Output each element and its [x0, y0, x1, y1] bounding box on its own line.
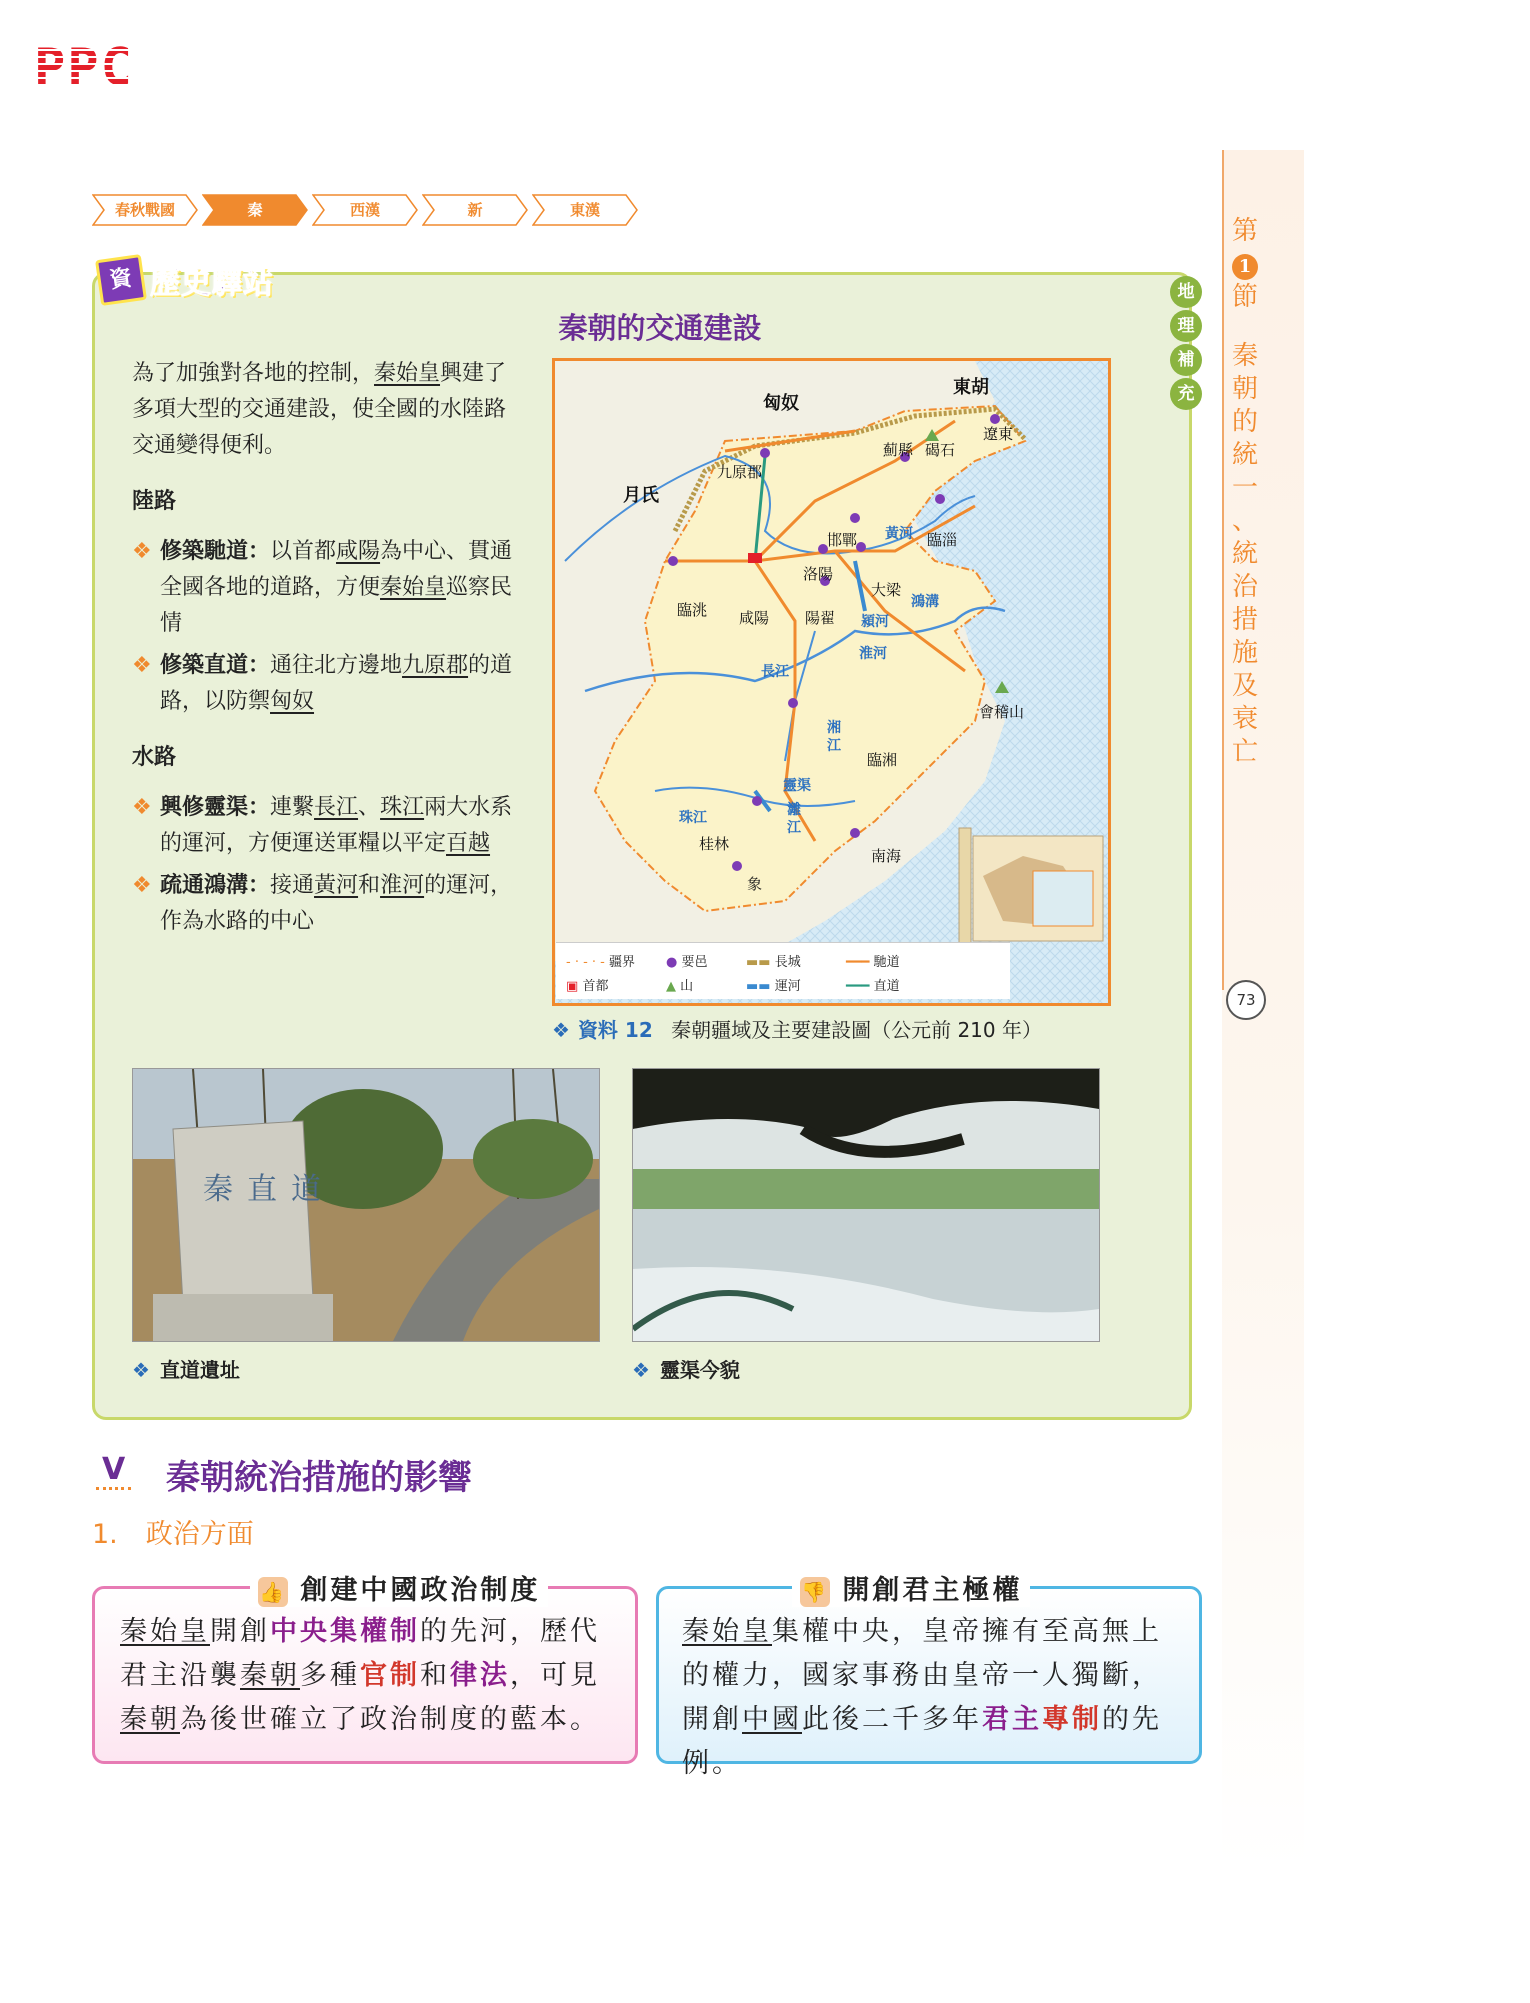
legend-item: ▣ 首都 [566, 979, 609, 994]
card-text-segment: 的先例。 [682, 1704, 1162, 1779]
chapter-title-char: 亡 [1231, 737, 1258, 767]
card-text-segment: 官制 [360, 1660, 420, 1691]
timeline-label: 東漢 [569, 201, 600, 219]
station-badge-text: 歷史驛站 [150, 266, 274, 301]
river-label: 江 [827, 738, 841, 754]
chapter-title-char: 統 [1231, 539, 1258, 569]
tag-char: 補 [1170, 344, 1202, 376]
card-text-segment: 此後二千多年 [802, 1704, 982, 1735]
map-label: 象 [747, 875, 763, 893]
map-label: 陽翟 [805, 609, 836, 627]
card-text-segment: 律法 [450, 1660, 510, 1691]
water-item: ❖ 興修靈渠：連繫長江、珠江兩大水系的運河，方便運送軍糧以平定百越 [132, 795, 513, 856]
thumbs-up-icon: 👍 [258, 1577, 288, 1607]
section-title: 秦朝統治措施的影響 [166, 1458, 472, 1498]
legend-item: ▬▬ 運河 [746, 979, 801, 994]
legend-item: ▬▬ 長城 [746, 955, 801, 970]
timeline-item-eastern-han[interactable] [532, 194, 638, 226]
legend-item: ▲ 山 [666, 979, 694, 994]
thumbs-down-icon: 👎 [800, 1577, 830, 1607]
chapter-title-char: 統 [1231, 440, 1258, 470]
legend-item: ━━━ 馳道 [846, 955, 900, 970]
chapter-suffix: 節 [1231, 282, 1258, 312]
chapter-title-char: 及 [1231, 671, 1258, 701]
photo-caption: ❖ 直道遺址 [132, 1358, 240, 1382]
card-text-segment: 君主 [982, 1704, 1042, 1735]
land-item: ❖ 修築直道：通往北方邊地九原郡的道路，以防禦匈奴 [132, 653, 513, 714]
river-label: 湘 [827, 720, 841, 736]
card-text-segment: 秦朝 [120, 1704, 180, 1735]
land-item: ❖ 修築馳道：以首都咸陽為中心、貫通全國各地的道路，方便秦始皇巡察民情 [132, 539, 513, 636]
card-text-segment: 為後世確立了政治制度的藍本。 [180, 1704, 600, 1735]
station-badge-icon: 資 [95, 254, 147, 306]
chapter-title-char: 、 [1231, 506, 1258, 536]
page-number: 73 [1226, 980, 1266, 1020]
chapter-title-char: 朝 [1231, 374, 1258, 404]
lingqu-water-image [633, 1069, 1099, 1341]
geography-supplement-tag [1168, 276, 1204, 412]
map-label: 邯鄲 [827, 531, 858, 549]
timeline-item-spring-autumn[interactable] [92, 194, 198, 226]
map-label: 桂林 [699, 835, 730, 853]
land-heading: 陸路 [132, 489, 177, 514]
chapter-prefix: 第 [1231, 216, 1258, 246]
subsection-heading: 1. 政治方面 [92, 1519, 254, 1550]
chapter-title-char: 的 [1231, 407, 1258, 437]
diamond-icon: ❖ [552, 1018, 570, 1042]
map-graphic [555, 361, 1108, 1003]
card-text-segment: 秦始皇 [120, 1616, 210, 1647]
photo-caption: ❖ 靈渠今貌 [632, 1358, 740, 1382]
card-text-segment: 秦朝 [240, 1660, 300, 1691]
diamond-icon: ❖ [632, 1358, 650, 1382]
station-text [132, 356, 527, 940]
card-text-segment: ，可見 [510, 1660, 600, 1691]
timeline-item-xin[interactable] [422, 194, 528, 226]
card-heading: 👍 創建中國政治制度 [250, 1568, 548, 1607]
map-label: 匈奴 [763, 393, 799, 414]
map-label: 大梁 [871, 581, 902, 599]
timeline-label: 秦 [247, 201, 263, 219]
history-station-badge [98, 258, 274, 302]
card-text-segment: 開創 [210, 1616, 270, 1647]
tag-char: 理 [1170, 310, 1202, 342]
map-label: 東胡 [953, 377, 989, 398]
river-label: 淮河 [859, 646, 887, 662]
map-label: 咸陽 [739, 609, 770, 627]
card-text-segment: 和 [420, 1660, 450, 1691]
dynasty-timeline [92, 194, 642, 226]
side-divider [1222, 150, 1224, 990]
chapter-title-char: 治 [1231, 572, 1258, 602]
map-label: 九原郡 [717, 463, 763, 481]
timeline-item-western-han[interactable] [312, 194, 418, 226]
card-text-segment: 秦始皇 [682, 1616, 772, 1647]
tag-char: 地 [1170, 276, 1202, 308]
chapter-title-char: 秦 [1231, 341, 1258, 371]
map-label: 南海 [871, 847, 902, 865]
map-label: 會稽山 [979, 703, 1025, 721]
timeline-label: 西漢 [349, 201, 380, 219]
card-text-segment: 中國 [742, 1704, 802, 1735]
river-label: 黃河 [885, 526, 913, 542]
chapter-title-char: 措 [1231, 605, 1258, 635]
map-label: 遼東 [983, 425, 1014, 443]
diamond-icon: ❖ [132, 1358, 150, 1382]
section-marker: V [96, 1452, 131, 1487]
intro-paragraph: 為了加強對各地的控制，秦始皇興建了多項大型的交通建設，使全國的水陸路交通變得便利。 [132, 361, 507, 458]
card-text-segment: 的先河，歷代君主沿襲 [120, 1616, 600, 1691]
chapter-side-title [1225, 215, 1265, 769]
legend-item: - · - · - 疆界 [566, 955, 636, 970]
tag-char: 充 [1170, 378, 1202, 410]
timeline-label: 春秋戰國 [114, 201, 175, 219]
map-label: 洛陽 [803, 565, 834, 583]
river-label: 長江 [761, 664, 789, 680]
river-label: 鴻溝 [911, 594, 939, 610]
card-text-segment: 集權中央，皇帝擁有至高無上的權力，國家事務由皇帝一人獨斷，開創 [682, 1616, 1162, 1735]
map-caption: ❖ 資料 12 秦朝疆域及主要建設圖（公元前 210 年） [552, 1018, 1042, 1042]
photo-zhidao-ruins [132, 1068, 600, 1342]
river-label: 珠江 [679, 810, 707, 826]
water-heading: 水路 [132, 745, 177, 770]
map-label: 臨淄 [927, 531, 958, 549]
map-label: 臨洮 [677, 601, 708, 619]
map-legend [556, 942, 1010, 999]
publisher-logo: PPC [34, 38, 134, 98]
card-text-segment: 多種 [300, 1660, 360, 1691]
timeline-item-qin[interactable] [202, 194, 308, 226]
chapter-title-chars [1225, 340, 1265, 769]
chapter-number: 1 [1232, 254, 1258, 280]
card-text-segment: 中央集權制 [270, 1616, 420, 1647]
legend-item: ● 要邑 [666, 955, 708, 970]
qin-map [552, 358, 1111, 1006]
river-label: 潁河 [861, 614, 889, 630]
stele-inscription: 秦直道 [203, 1172, 335, 1207]
river-label: 靈渠 [783, 778, 811, 794]
card-heading: 👎 開創君主極權 [792, 1568, 1030, 1607]
chapter-title-char: 衰 [1231, 704, 1258, 734]
water-item: ❖ 疏通鴻溝：接通黃河和淮河的運河，作為水路的中心 [132, 873, 513, 934]
timeline-label: 新 [467, 201, 483, 219]
map-label: 薊縣 [883, 441, 914, 459]
legend-item: ━━━ 直道 [846, 979, 900, 994]
card-text [682, 1610, 1182, 1786]
map-label: 臨湘 [867, 751, 898, 769]
chapter-title-char: 一 [1231, 473, 1258, 503]
station-title: 秦朝的交通建設 [558, 311, 762, 345]
map-label: 碣石 [925, 441, 956, 459]
chapter-title-char: 施 [1231, 638, 1258, 668]
photo-lingqu-today [632, 1068, 1100, 1342]
river-label: 江 [787, 820, 801, 836]
map-label: 月氏 [623, 485, 659, 506]
river-label: 灕 [787, 802, 801, 818]
card-text-segment: 專制 [1042, 1704, 1102, 1735]
card-text [120, 1610, 620, 1742]
